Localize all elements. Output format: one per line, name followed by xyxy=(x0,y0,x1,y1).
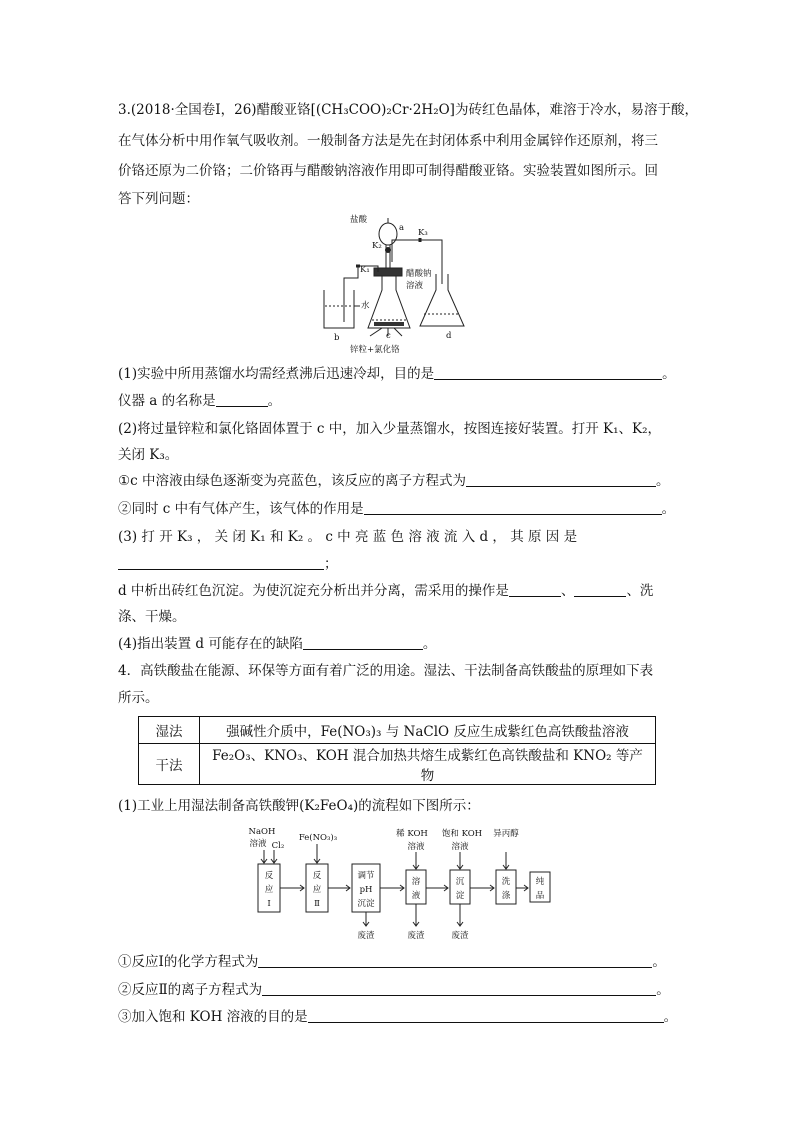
box5-l1: 沉 xyxy=(455,877,465,887)
blank-3c[interactable] xyxy=(574,584,626,597)
box6-l2: 涤 xyxy=(501,891,511,901)
q3-line3: 价铬还原为二价铬；二价铬再与醋酸钠溶液作用即可制得醋酸亚铬。实验装置如图所示。回 xyxy=(118,163,658,179)
box7-l1: 纯 xyxy=(535,877,545,887)
waste-1: 废渣 xyxy=(357,931,375,941)
period: 。 xyxy=(267,393,282,409)
q4-s2 xyxy=(118,981,670,999)
q4-s2-text: ②反应Ⅱ的离子方程式为 xyxy=(118,982,263,998)
blank-q4-3[interactable] xyxy=(308,1010,664,1023)
period: 。 xyxy=(422,636,437,652)
q3-p4 xyxy=(118,635,436,653)
waste-3: 废渣 xyxy=(451,931,469,941)
q3-p1a-text: (1)实验中所用蒸馏水均需经煮沸后迅速冷却，目的是 xyxy=(118,366,435,382)
q3-line2: 在气体分析中用作氧气吸收剂。一般制备方法是先在封闭体系中利用金属锌作还原剂，将三 xyxy=(118,133,658,149)
blank-3b[interactable] xyxy=(509,584,561,597)
q3-line4: 答下列问题： xyxy=(118,191,199,207)
q4-s1-text: ①反应Ⅰ的化学方程式为 xyxy=(118,954,259,970)
box4-l2: 液 xyxy=(411,891,421,901)
flow-chart xyxy=(240,822,560,950)
q3-p1a xyxy=(118,365,676,383)
q4-p1: (1)工业上用湿法制备高铁酸钾(K₂FeO₄)的流程如下图所示： xyxy=(118,798,480,814)
waste-2: 废渣 xyxy=(407,931,425,941)
q4-s3 xyxy=(118,1008,677,1026)
period: 。 xyxy=(656,982,670,998)
label-c: c xyxy=(386,331,391,341)
label-d: d xyxy=(446,331,452,341)
box1-l3: Ⅰ xyxy=(267,899,271,909)
table-row xyxy=(139,744,656,785)
q3-p2d xyxy=(118,500,675,518)
q3-p2a: (2)将过量锌粒和氯化铬固体置于 c 中，加入少量蒸馏水，按图连接好装置。打开 K₁、K₂， xyxy=(118,421,662,437)
blank-2c[interactable] xyxy=(466,474,656,487)
q3-p3c-text: d 中析出砖红色沉淀。为使沉淀充分析出并分离，需采用的操作是 xyxy=(118,583,509,599)
q4-s3-text: ③加入饱和 KOH 溶液的目的是 xyxy=(118,1009,308,1025)
principle-cell: 强碱性介质中，Fe(NO₃)₃ 与 NaClO 反应生成紫红色高铁酸盐溶液 xyxy=(200,717,656,744)
flow-cl2: Cl₂ xyxy=(271,841,285,851)
flow-sol2: 溶液 xyxy=(407,842,425,852)
q3-p2c-text: ①c 中溶液由绿色逐渐变为亮蓝色，该反应的离子方程式为 xyxy=(118,473,466,489)
label-k1: K₁ xyxy=(360,265,370,275)
label-k2: K₂ xyxy=(372,241,382,251)
q3-p3b xyxy=(118,555,338,573)
method-cell: 干法 xyxy=(139,744,200,785)
box1-l1: 反 xyxy=(264,871,274,881)
q3-p4-text: (4)指出装置 d 可能存在的缺陷 xyxy=(118,636,303,652)
label-zn: 锌粒+氯化铬 xyxy=(350,345,400,355)
box2-l2: 应 xyxy=(312,885,322,895)
flow-sol: 溶液 xyxy=(249,839,267,849)
blank-4[interactable] xyxy=(303,637,423,650)
box7-l2: 品 xyxy=(535,891,545,901)
box3-l3: 沉淀 xyxy=(357,899,375,909)
flow-feno3: Fe(NO₃)₃ xyxy=(298,833,338,843)
box3-l1: 调节 xyxy=(357,871,375,881)
label-water: 水 xyxy=(361,301,370,311)
q3-p3a: (3) 打 开 K₃ ， 关 闭 K₁ 和 K₂ 。 c 中 亮 蓝 色 溶 液 流 入 d ， 其 原 因 是 xyxy=(118,529,578,545)
method-table xyxy=(138,716,656,785)
label-k3: K₃ xyxy=(418,228,428,238)
flow-dilkoh: 稀 KOH xyxy=(396,829,428,839)
flow-ipa: 异丙醇 xyxy=(493,829,519,839)
label-hcl: 盐酸 xyxy=(350,215,368,225)
table-row xyxy=(139,717,656,744)
box5-l2: 淀 xyxy=(455,891,465,901)
box3-l2: pH xyxy=(359,885,373,895)
q4-s1 xyxy=(118,953,666,971)
period: 。 xyxy=(652,954,666,970)
blank-q4-1[interactable] xyxy=(258,955,652,968)
box2-l3: Ⅱ xyxy=(314,899,320,909)
box6-l1: 洗 xyxy=(501,877,511,887)
q3-p3d: 涤、干燥。 xyxy=(118,609,186,625)
period: 。 xyxy=(662,366,676,382)
period: 。 xyxy=(661,501,676,517)
blank-2d[interactable] xyxy=(364,502,662,515)
q3-p1b-text: 仪器 a 的名称是 xyxy=(118,393,216,409)
flow-satkoh: 饱和 KOH xyxy=(441,829,483,839)
q4-line1: 4．高铁酸盐在能源、环保等方面有着广泛的用途。湿法、干法制备高铁酸盐的原理如下表 xyxy=(118,663,654,679)
principle-cell: Fe₂O₃、KNO₃、KOH 混合加热共熔生成紫红色高铁酸盐和 KNO₂ 等产物 xyxy=(200,744,656,785)
q3-p1b xyxy=(118,392,281,410)
label-a: a xyxy=(399,223,405,233)
q3-p2d-text: ②同时 c 中有气体产生，该气体的作用是 xyxy=(118,501,364,517)
q3-line1: 3.(2018·全国卷Ⅰ，26)醋酸亚铬[(CH₃COO)₂Cr·2H₂O]为砖红色晶体，难溶于冷水，易溶于酸， xyxy=(118,102,698,118)
period: 。 xyxy=(655,473,670,489)
blank-q4-2[interactable] xyxy=(262,983,656,996)
flow-sol3: 溶液 xyxy=(451,842,469,852)
q4-line2: 所示。 xyxy=(118,690,159,706)
box4-l1: 溶 xyxy=(411,877,421,887)
period: 。 xyxy=(663,1009,678,1025)
blank-3a[interactable] xyxy=(118,557,324,570)
q3-p3c xyxy=(118,582,653,600)
q3-p2c xyxy=(118,472,669,490)
semicolon: ； xyxy=(324,556,338,572)
q3-p3c-end: 、洗 xyxy=(626,583,654,599)
label-naac1: 醋酸钠 xyxy=(406,269,432,279)
blank-1a[interactable] xyxy=(434,367,662,380)
label-naac2: 溶液 xyxy=(406,281,424,291)
apparatus-figure xyxy=(310,210,490,360)
q3-p2b: 关闭 K₃。 xyxy=(118,447,179,463)
method-cell: 湿法 xyxy=(139,717,200,744)
label-b: b xyxy=(334,333,340,343)
box1-l2: 应 xyxy=(264,885,274,895)
sep: 、 xyxy=(560,583,575,599)
box2-l1: 反 xyxy=(312,871,322,881)
flow-naoh: NaOH xyxy=(248,827,276,837)
blank-1b[interactable] xyxy=(216,394,268,407)
